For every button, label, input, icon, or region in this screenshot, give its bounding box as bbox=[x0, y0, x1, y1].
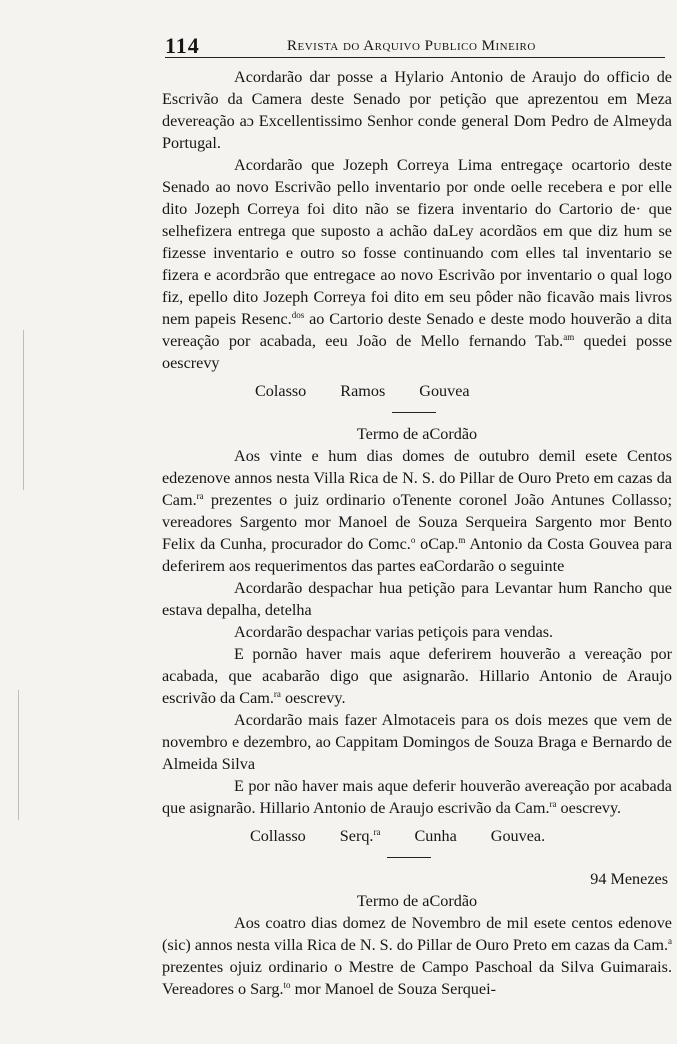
section-title: Termo de aCordão bbox=[356, 892, 478, 910]
margin-line bbox=[23, 330, 24, 490]
superscript: o bbox=[410, 535, 416, 545]
paragraph bbox=[162, 912, 672, 1000]
paragraph: Acordarão despachar varias petiçois para vendas. bbox=[234, 623, 554, 641]
superscript: ra bbox=[549, 799, 557, 809]
text-run: ao Cartorio deste Senado e deste modo houverão a dita vereação por acabada, eeu João de Mello fernando Tab. bbox=[162, 310, 672, 350]
text-run: E por não haver mais aque deferir houverão avereação por acabada que asignarão. Hillario Antonio de Araujo escrivão da Cam. bbox=[162, 777, 672, 817]
text-run: quedei posse oescrevy bbox=[162, 332, 673, 372]
signatures bbox=[162, 380, 672, 402]
signature-name: Gouvea. bbox=[490, 827, 546, 845]
superscript: am bbox=[563, 332, 575, 342]
page-number: 114 bbox=[165, 33, 200, 58]
side-note: 94 Menezes bbox=[590, 870, 668, 888]
paragraph: Acordarão despachar hua petição para Levantar hum Rancho que estava depalha, detelha bbox=[162, 579, 672, 619]
paragraph: Acordarão mais fazer Almotaceis para os dois mezes que vem de novembro e dezembro, ao Cappitam Domingos de Souza Braga e Bernardo de Almeida Silva bbox=[162, 711, 672, 773]
signature-name: Gouvea bbox=[419, 382, 470, 400]
section-divider bbox=[392, 412, 436, 413]
superscript: ra bbox=[196, 491, 204, 501]
text-run: Acordarão que Jozeph Correya Lima entregaçe ocartorio deste Senado ao novo Escrivão pello inventario por onde oelle recebera e por elle dito Jozeph Correya foi dito não se fizera inventario do Cartorio de· que selhefizera entrega que suposto a achão daLey acordãos em que diz hum se fizesse inventario e outro so fosse continuando com elles tal inventario se fizera e acordɔrão que entregace ao novo Escrivão por inventario o qual logo fiz, epello dito Jozeph Correya foi dito em seu pôder não ficavão mais livros nem papeis Resenc. bbox=[162, 156, 672, 328]
text-run: prezentes ojuiz ordinario o Mestre de Campo Paschoal da Silva Guimarais. Vereadores o Sarg. bbox=[162, 958, 672, 998]
page-header bbox=[165, 33, 665, 58]
text-run: oescrevy. bbox=[280, 689, 346, 707]
text-run: Aos vinte e hum dias domes de outubro demil esete Centos edezenove annos nesta Villa Rica de N. S. do Pillar de Ouro Preto em cazas da Cam. bbox=[162, 447, 672, 509]
signature-name: Cunha bbox=[414, 827, 457, 845]
paragraph bbox=[162, 643, 672, 709]
running-title: Revista do Arquivo Publico Mineiro bbox=[287, 38, 536, 54]
text-run: Antonio da Costa Gouvea para deferirem aos requerimentos das partes eaCordarão o seguinte bbox=[162, 535, 673, 575]
section-divider bbox=[387, 857, 431, 858]
section-title: Termo de aCordão bbox=[356, 425, 478, 443]
signature-name bbox=[340, 825, 381, 847]
paragraph bbox=[162, 775, 672, 819]
superscript: a bbox=[668, 936, 672, 946]
text-run: E pornão haver mais aque deferirem houverão a vereação por acabada, que acabarão digo que asignarão. Hillario Antonio de Araujo escrivão da Cam. bbox=[162, 645, 672, 707]
text-run: oescrevy. bbox=[556, 799, 622, 817]
paragraph: Acordarão dar posse a Hylario Antonio de Araujo do officio de Escrivão da Camera deste Senado por petição que aprezentou em Meza devereação aɔ Excellentissimo Senhor conde general Dom Pedro de Almeyda Portugal. bbox=[162, 68, 672, 152]
signature-name: Colasso bbox=[255, 382, 307, 400]
paragraph bbox=[162, 445, 672, 577]
text-run: mor Manoel de Souza Serquei- bbox=[290, 980, 496, 998]
superscript: dos bbox=[291, 310, 305, 320]
signatures bbox=[162, 825, 672, 847]
superscript: to bbox=[283, 980, 291, 990]
text-run: Aos coatro dias domez de Novembro de mil esete centos edenove (sic) annos nesta villa Rica de N. S. do Pillar de Ouro Preto em cazas da Cam. bbox=[162, 914, 672, 954]
text-run: prezentes o juiz ordinario oTenente coronel João Antunes Collasso; vereadores Sargento mor Manoel de Souza Serqueira Sargento mor Bento Felix da Cunha, procurador do Comc. bbox=[162, 491, 672, 553]
superscript: ra bbox=[373, 827, 381, 837]
signature-name: Collasso bbox=[250, 827, 306, 845]
text-run: Serq. bbox=[339, 827, 374, 845]
text-run: oCap. bbox=[415, 535, 459, 553]
signature-name: Ramos bbox=[340, 382, 386, 400]
superscript: ra bbox=[273, 689, 281, 699]
paragraph bbox=[162, 154, 672, 374]
superscript: m bbox=[458, 535, 466, 545]
margin-line bbox=[18, 690, 19, 820]
page-body bbox=[162, 66, 672, 1000]
